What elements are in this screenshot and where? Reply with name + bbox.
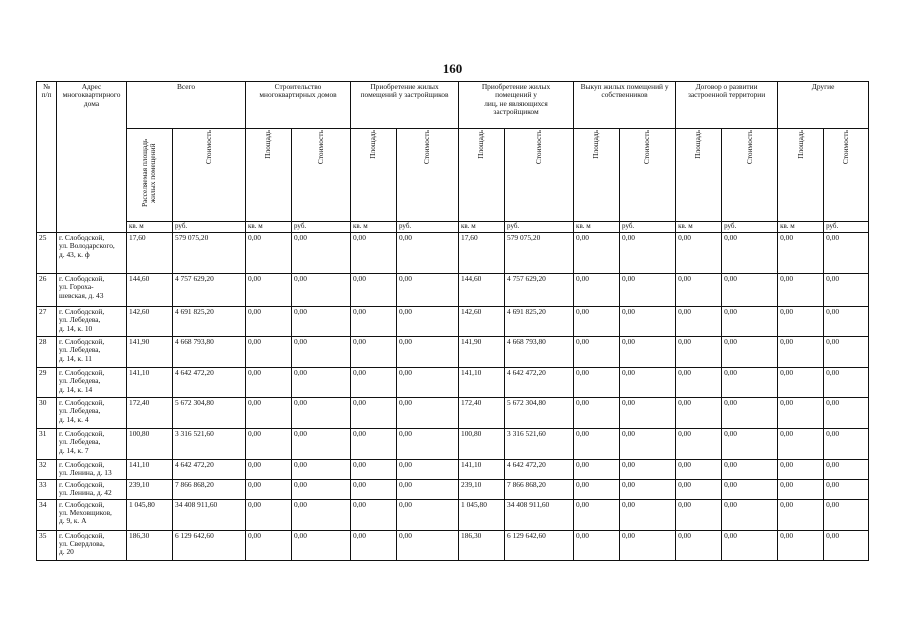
cell-area: 186,30	[127, 530, 173, 560]
cell-area: 0,00	[778, 337, 824, 368]
cell-cost: 0,00	[397, 429, 459, 460]
cell-area: 0,00	[351, 499, 397, 530]
row-number: 28	[37, 337, 57, 368]
subheader-cost	[620, 129, 676, 222]
cell-area: 0,00	[574, 368, 620, 398]
unit-area: кв. м	[246, 222, 292, 233]
cell-cost: 579 075,20	[173, 233, 246, 274]
cell-area: 17,60	[127, 233, 173, 274]
row-number: 30	[37, 398, 57, 429]
subheader-area	[246, 129, 292, 222]
cell-cost: 0,00	[292, 274, 351, 307]
cell-cost: 4 757 629,20	[505, 274, 574, 307]
cell-cost: 0,00	[824, 233, 869, 274]
cell-area: 142,60	[127, 307, 173, 337]
row-address: г. Слободской, ул. Гороха- шевская, д. 43	[57, 274, 127, 307]
subheader-cost	[722, 129, 778, 222]
cell-cost: 0,00	[722, 233, 778, 274]
cell-area: 0,00	[778, 274, 824, 307]
cell-cost: 0,00	[397, 530, 459, 560]
cell-area: 0,00	[574, 429, 620, 460]
cell-area: 0,00	[676, 499, 722, 530]
cell-area: 0,00	[351, 429, 397, 460]
cell-cost: 0,00	[620, 530, 676, 560]
subheader-label: Площадь	[795, 130, 805, 159]
subheader-label: Стоимость	[533, 130, 543, 165]
cell-area: 0,00	[574, 337, 620, 368]
subheader-area	[574, 129, 620, 222]
subheader-area	[459, 129, 505, 222]
cell-area: 0,00	[574, 499, 620, 530]
cell-area: 0,00	[676, 368, 722, 398]
group-header-other: Другие	[778, 82, 869, 129]
header-row-groups	[37, 82, 869, 129]
cell-cost: 4 668 793,80	[505, 337, 574, 368]
cell-cost: 0,00	[397, 460, 459, 480]
cell-cost: 0,00	[397, 479, 459, 499]
cell-area: 1 045,80	[459, 499, 505, 530]
cell-area: 0,00	[676, 530, 722, 560]
cell-area: 0,00	[574, 274, 620, 307]
cell-area: 100,80	[127, 429, 173, 460]
cell-cost: 0,00	[824, 479, 869, 499]
cell-cost: 0,00	[292, 368, 351, 398]
row-address: г. Слободской, ул. Меховщиков, д. 9, к. А	[57, 499, 127, 530]
cell-cost: 0,00	[620, 233, 676, 274]
cell-cost: 34 408 911,60	[173, 499, 246, 530]
cell-cost: 0,00	[620, 368, 676, 398]
row-address: г. Слободской, ул. Ленина, д. 42	[57, 479, 127, 499]
header-row-units	[37, 222, 869, 233]
cell-area: 0,00	[676, 479, 722, 499]
column-header-number: № п/п	[37, 82, 57, 233]
unit-area: кв. м	[459, 222, 505, 233]
row-number: 25	[37, 233, 57, 274]
cell-cost: 0,00	[722, 368, 778, 398]
cell-area: 17,60	[459, 233, 505, 274]
row-address: г. Слободской, ул. Лебедева, д. 14, к. 11	[57, 337, 127, 368]
cell-cost: 0,00	[722, 274, 778, 307]
cell-area: 0,00	[676, 460, 722, 480]
cell-area: 0,00	[246, 233, 292, 274]
cell-area: 172,40	[127, 398, 173, 429]
header-row-subcolumns	[37, 129, 869, 222]
cell-cost: 5 672 304,80	[173, 398, 246, 429]
cell-area: 142,60	[459, 307, 505, 337]
cell-area: 1 045,80	[127, 499, 173, 530]
cell-area: 0,00	[351, 337, 397, 368]
cell-area: 141,10	[127, 368, 173, 398]
subheader-resettled-area	[127, 129, 173, 222]
cell-area: 239,10	[459, 479, 505, 499]
subheader-label: Площадь	[693, 130, 703, 159]
subheader-label: Площадь	[591, 130, 601, 159]
cell-cost: 579 075,20	[505, 233, 574, 274]
table-row	[37, 530, 869, 560]
cell-area: 141,10	[459, 368, 505, 398]
cell-cost: 0,00	[620, 479, 676, 499]
group-header-total: Всего	[127, 82, 246, 129]
cell-cost: 0,00	[824, 398, 869, 429]
cell-cost: 0,00	[824, 307, 869, 337]
table-row	[37, 479, 869, 499]
column-header-address: Адрес многоквартирного дома	[57, 82, 127, 233]
cell-cost: 0,00	[824, 368, 869, 398]
cell-area: 172,40	[459, 398, 505, 429]
cell-cost: 3 316 521,60	[505, 429, 574, 460]
cell-area: 186,30	[459, 530, 505, 560]
cell-cost: 0,00	[292, 337, 351, 368]
cell-area: 0,00	[246, 368, 292, 398]
unit-cost: руб.	[620, 222, 676, 233]
cell-area: 239,10	[127, 479, 173, 499]
subheader-cost	[397, 129, 459, 222]
cell-cost: 0,00	[620, 460, 676, 480]
cell-area: 144,60	[127, 274, 173, 307]
cell-cost: 3 316 521,60	[173, 429, 246, 460]
unit-area: кв. м	[778, 222, 824, 233]
cell-area: 0,00	[574, 479, 620, 499]
cell-area: 0,00	[351, 460, 397, 480]
subheader-cost	[173, 129, 246, 222]
cell-cost: 0,00	[824, 429, 869, 460]
cell-area: 0,00	[574, 307, 620, 337]
subheader-label: Площадь	[263, 130, 273, 159]
row-address: г. Слободской, ул. Лебедева, д. 14, к. 14	[57, 368, 127, 398]
subheader-label: Стоимость	[642, 130, 652, 165]
page-number: 160	[442, 61, 463, 76]
cell-cost: 0,00	[620, 307, 676, 337]
unit-cost: руб.	[292, 222, 351, 233]
cell-area: 0,00	[778, 429, 824, 460]
cell-area: 0,00	[676, 429, 722, 460]
cell-area: 0,00	[676, 233, 722, 274]
cell-area: 0,00	[351, 398, 397, 429]
subheader-cost	[292, 129, 351, 222]
cell-cost: 0,00	[722, 398, 778, 429]
unit-cost: руб.	[173, 222, 246, 233]
cell-cost: 4 691 825,20	[505, 307, 574, 337]
cell-cost: 4 642 472,20	[173, 460, 246, 480]
unit-area: кв. м	[127, 222, 173, 233]
row-address: г. Слободской, ул. Лебедева, д. 14, к. 4	[57, 398, 127, 429]
cell-cost: 6 129 642,60	[505, 530, 574, 560]
row-number: 35	[37, 530, 57, 560]
cell-cost: 0,00	[620, 337, 676, 368]
unit-area: кв. м	[676, 222, 722, 233]
subheader-label: Стоимость	[422, 130, 432, 165]
row-address: г. Слободской, ул. Ленина, д. 13	[57, 460, 127, 480]
group-header-purchase-non-developers: Приобретение жилых помещений у лиц, не являющихся застройщиком	[459, 82, 574, 129]
table-row	[37, 499, 869, 530]
cell-area: 0,00	[574, 530, 620, 560]
cell-cost: 0,00	[824, 274, 869, 307]
cell-cost: 0,00	[397, 274, 459, 307]
cell-area: 0,00	[574, 233, 620, 274]
cell-cost: 0,00	[397, 307, 459, 337]
cell-cost: 0,00	[620, 499, 676, 530]
cell-area: 0,00	[778, 307, 824, 337]
cell-area: 0,00	[351, 274, 397, 307]
cell-area: 0,00	[778, 479, 824, 499]
table-row	[37, 398, 869, 429]
row-number: 32	[37, 460, 57, 480]
subheader-cost	[824, 129, 869, 222]
cell-area: 0,00	[351, 368, 397, 398]
cell-area: 0,00	[246, 499, 292, 530]
cell-cost: 0,00	[397, 233, 459, 274]
cell-area: 0,00	[246, 307, 292, 337]
cell-cost: 4 691 825,20	[173, 307, 246, 337]
cell-cost: 0,00	[292, 460, 351, 480]
cell-cost: 7 866 868,20	[173, 479, 246, 499]
group-header-buyout: Выкуп жилых помещений у собственников	[574, 82, 676, 129]
table-row	[37, 460, 869, 480]
cell-area: 0,00	[351, 307, 397, 337]
group-header-territory-development: Договор о развитии застроенной территории	[676, 82, 778, 129]
cell-cost: 0,00	[722, 460, 778, 480]
cell-cost: 34 408 911,60	[505, 499, 574, 530]
cell-cost: 0,00	[292, 307, 351, 337]
subheader-label: Стоимость	[744, 130, 754, 165]
cell-cost: 0,00	[824, 499, 869, 530]
row-address: г. Слободской, ул. Свердлова, д. 20	[57, 530, 127, 560]
cell-area: 0,00	[246, 337, 292, 368]
cell-cost: 0,00	[722, 307, 778, 337]
cell-area: 0,00	[351, 233, 397, 274]
cell-area: 0,00	[676, 307, 722, 337]
cell-cost: 4 642 472,20	[173, 368, 246, 398]
cell-area: 0,00	[246, 398, 292, 429]
cell-cost: 0,00	[824, 337, 869, 368]
row-number: 34	[37, 499, 57, 530]
unit-cost: руб.	[824, 222, 869, 233]
cell-cost: 0,00	[292, 429, 351, 460]
cell-cost: 0,00	[620, 274, 676, 307]
subheader-cost	[505, 129, 574, 222]
cell-area: 0,00	[246, 530, 292, 560]
table-row	[37, 368, 869, 398]
cell-area: 0,00	[778, 233, 824, 274]
cell-cost: 4 757 629,20	[173, 274, 246, 307]
cell-cost: 0,00	[292, 398, 351, 429]
subheader-label: Расселяемая площадь жилых помещений	[140, 138, 158, 208]
cell-area: 0,00	[778, 530, 824, 560]
table-row	[37, 274, 869, 307]
cell-cost: 0,00	[292, 479, 351, 499]
table-row	[37, 307, 869, 337]
cell-cost: 0,00	[397, 398, 459, 429]
cell-cost: 4 668 793,80	[173, 337, 246, 368]
row-number: 29	[37, 368, 57, 398]
cell-area: 144,60	[459, 274, 505, 307]
table-row	[37, 429, 869, 460]
cell-area: 141,90	[459, 337, 505, 368]
cell-cost: 0,00	[397, 337, 459, 368]
subheader-label: Стоимость	[203, 130, 213, 165]
cell-area: 0,00	[676, 274, 722, 307]
row-number: 26	[37, 274, 57, 307]
cell-area: 0,00	[676, 337, 722, 368]
cell-cost: 0,00	[824, 530, 869, 560]
subheader-area	[676, 129, 722, 222]
subheader-label: Стоимость	[315, 130, 325, 165]
cell-cost: 0,00	[722, 429, 778, 460]
cell-area: 0,00	[778, 499, 824, 530]
cell-cost: 0,00	[620, 429, 676, 460]
cell-cost: 0,00	[722, 530, 778, 560]
cell-cost: 0,00	[292, 530, 351, 560]
table-row	[37, 337, 869, 368]
subheader-area	[778, 129, 824, 222]
cell-area: 0,00	[778, 368, 824, 398]
cell-area: 141,10	[127, 460, 173, 480]
subheader-label: Стоимость	[841, 130, 851, 165]
row-address: г. Слободской, ул. Лебедева, д. 14, к. 7	[57, 429, 127, 460]
cell-area: 0,00	[778, 460, 824, 480]
cell-cost: 0,00	[292, 499, 351, 530]
cell-area: 0,00	[246, 460, 292, 480]
cell-area: 0,00	[778, 398, 824, 429]
cell-cost: 6 129 642,60	[173, 530, 246, 560]
cell-area: 0,00	[351, 479, 397, 499]
cell-cost: 0,00	[620, 398, 676, 429]
subheader-label: Площадь	[476, 130, 486, 159]
cell-area: 0,00	[246, 274, 292, 307]
cell-area: 0,00	[574, 398, 620, 429]
cell-cost: 7 866 868,20	[505, 479, 574, 499]
unit-cost: руб.	[505, 222, 574, 233]
housing-resettlement-table	[36, 81, 869, 561]
cell-area: 0,00	[246, 429, 292, 460]
row-number: 33	[37, 479, 57, 499]
cell-cost: 0,00	[824, 460, 869, 480]
cell-area: 0,00	[574, 460, 620, 480]
subheader-label: Площадь	[368, 130, 378, 159]
group-header-construction: Строительство многоквартирных домов	[246, 82, 351, 129]
cell-cost: 4 642 472,20	[505, 460, 574, 480]
cell-area: 141,10	[459, 460, 505, 480]
row-number: 31	[37, 429, 57, 460]
cell-cost: 0,00	[292, 233, 351, 274]
cell-area: 100,80	[459, 429, 505, 460]
table-row	[37, 233, 869, 274]
cell-cost: 0,00	[722, 479, 778, 499]
cell-area: 141,90	[127, 337, 173, 368]
cell-cost: 4 642 472,20	[505, 368, 574, 398]
subheader-area	[351, 129, 397, 222]
cell-area: 0,00	[351, 530, 397, 560]
cell-cost: 0,00	[722, 499, 778, 530]
row-address: г. Слободской, ул. Лебедева, д. 14, к. 10	[57, 307, 127, 337]
row-number: 27	[37, 307, 57, 337]
unit-cost: руб.	[397, 222, 459, 233]
unit-area: кв. м	[574, 222, 620, 233]
cell-cost: 0,00	[722, 337, 778, 368]
table-body	[37, 233, 869, 561]
cell-area: 0,00	[246, 479, 292, 499]
group-header-purchase-developers: Приобретение жилых помещений у застройщиков	[351, 82, 459, 129]
row-address: г. Слободской, ул. Володарского, д. 43, к. ф	[57, 233, 127, 274]
cell-cost: 5 672 304,80	[505, 398, 574, 429]
unit-area: кв. м	[351, 222, 397, 233]
unit-cost: руб.	[722, 222, 778, 233]
cell-cost: 0,00	[397, 368, 459, 398]
cell-cost: 0,00	[397, 499, 459, 530]
cell-area: 0,00	[676, 398, 722, 429]
